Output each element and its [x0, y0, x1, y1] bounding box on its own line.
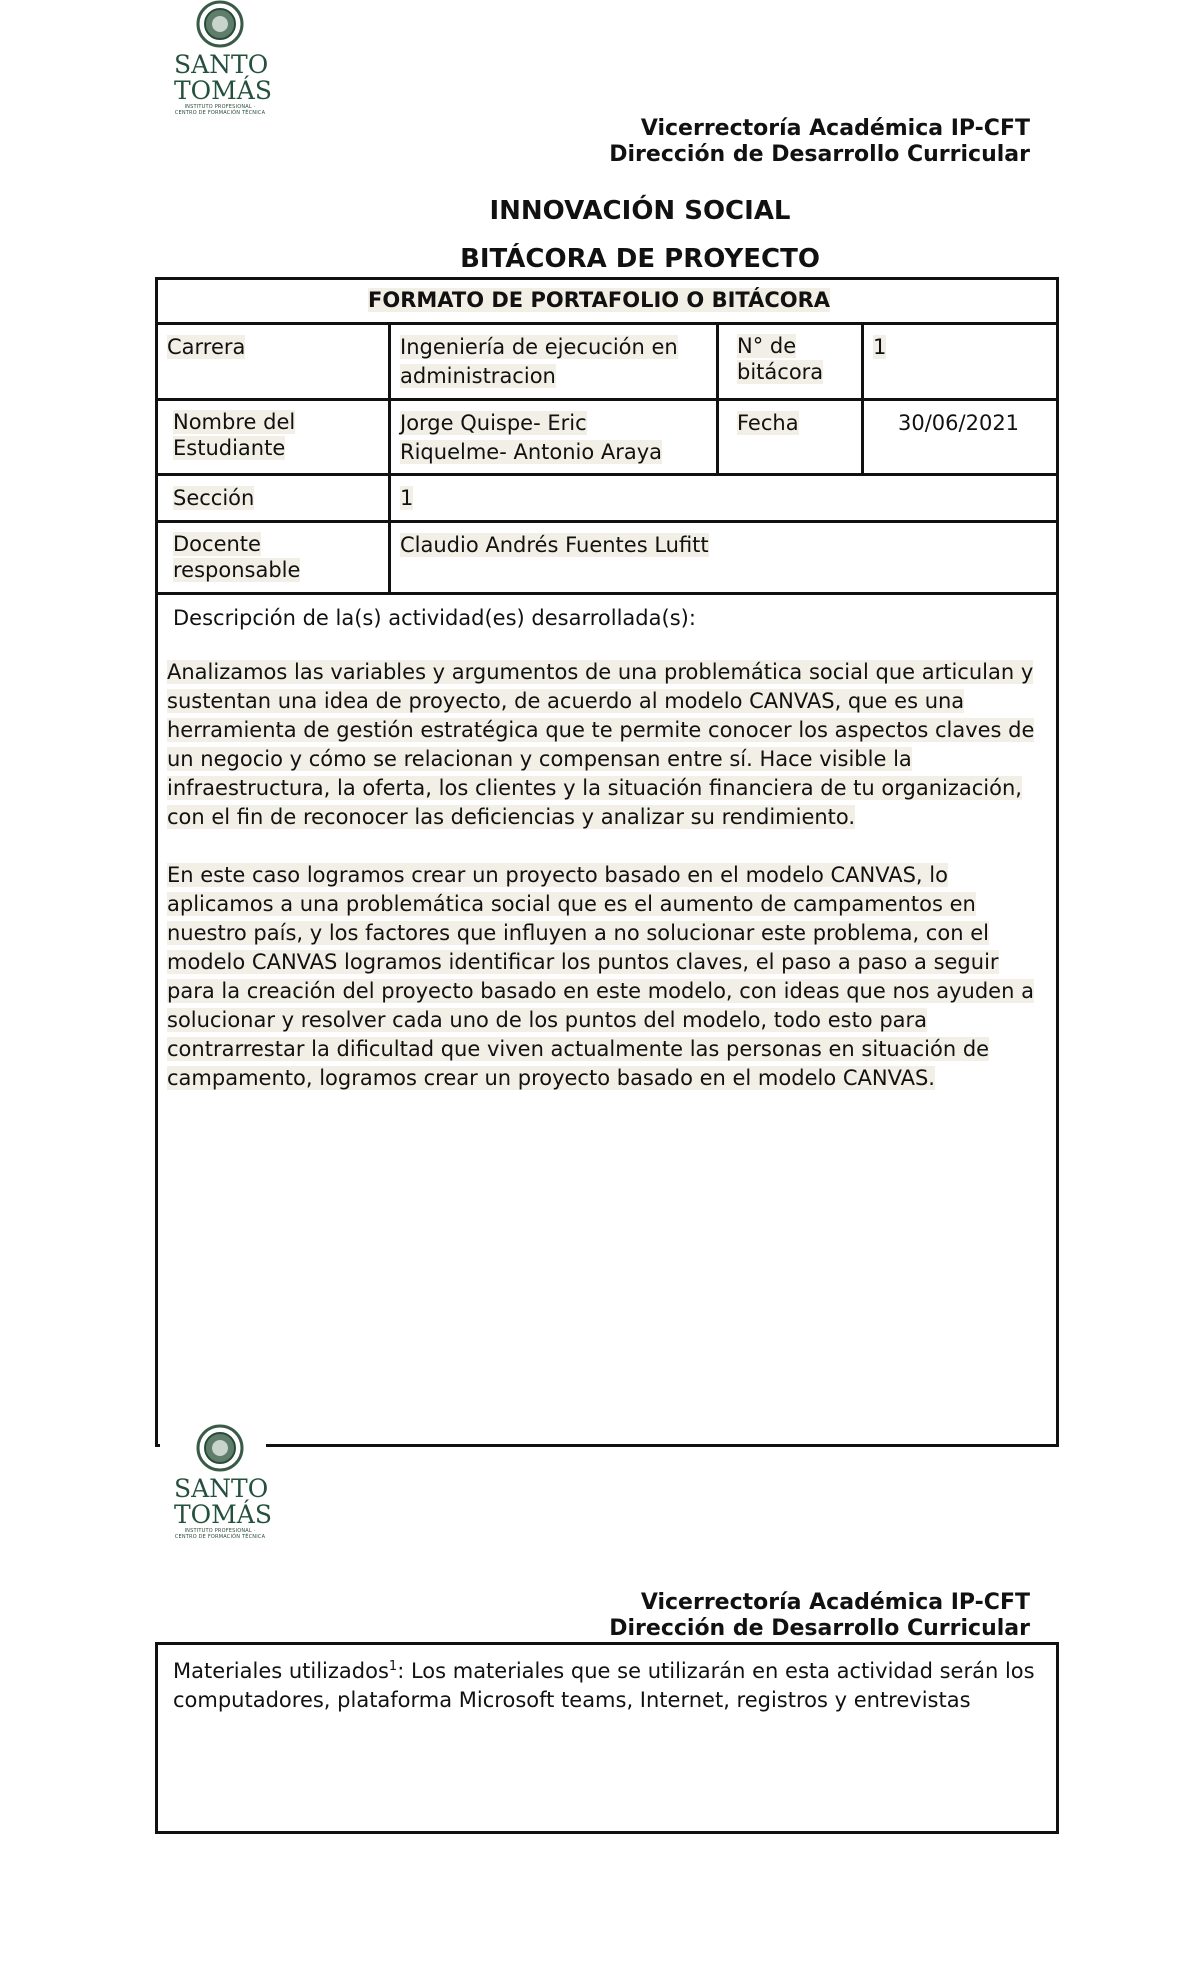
santo-tomas-logo-2 [174, 1424, 272, 1540]
divider [861, 322, 864, 476]
page-header [609, 116, 1030, 168]
form-heading: FORMATO DE PORTAFOLIO O BITÁCORA [368, 288, 831, 312]
logo-word-santo: SANTO [174, 50, 269, 79]
fecha-label: Fecha [737, 411, 799, 435]
divider [155, 398, 1059, 401]
santo-tomas-logo [174, 0, 272, 116]
paragraph-2: En este caso logramos crear un proyecto basado en el modelo CANVAS, lo aplicamos a una problemática social que es el aumento de campamentos en nuestro país, y los factores que influyen a no solucionar este problema, con el modelo CANVAS logramos identificar los puntos claves, el paso a paso a seguir para la creación del proyecto basado en este modelo, con ideas que nos ayuden a solucionar y resolver cada uno de los puntos del modelo, todo esto para contrarrestar la dificultad que viven actualmente las personas en situación de campamento, logramos crear un proyecto basado en el modelo CANVAS. [167, 863, 1034, 1090]
seccion-label: Sección [173, 486, 255, 510]
carrera-value: Ingeniería de ejecución en administracion [400, 335, 678, 388]
main-title: INNOVACIÓN SOCIAL [489, 196, 791, 226]
logo-word-tomas: TOMÁS [174, 1500, 272, 1529]
fecha-value: 30/06/2021 [898, 411, 1020, 435]
logo-subtitle: INSTITUTO PROFESIONAL · CENTRO DE FORMACIÓN TÉCNICA [174, 104, 266, 116]
divider [155, 592, 1059, 595]
docente-value: Claudio Andrés Fuentes Lufitt [400, 533, 709, 557]
header-line1: Vicerrectoría Académica IP-CFT [640, 1590, 1030, 1615]
docente-label: Docente responsable [173, 532, 301, 582]
header-line2: Dirección de Desarrollo Curricular [609, 142, 1030, 167]
descripcion-label: Descripción de la(s) actividad(es) desarrollada(s): [173, 606, 696, 630]
sub-title: BITÁCORA DE PROYECTO [460, 244, 820, 274]
carrera-label: Carrera [167, 335, 246, 359]
divider [155, 520, 1059, 523]
divider [155, 473, 1059, 476]
logo-word-tomas: TOMÁS [174, 76, 272, 105]
seal-icon [196, 1424, 244, 1472]
nombre-label: Nombre del Estudiante [173, 410, 296, 460]
header-line1: Vicerrectoría Académica IP-CFT [640, 116, 1030, 141]
seccion-value: 1 [400, 486, 414, 510]
materials-text [173, 1652, 1043, 1715]
materials-label: Materiales utilizados [173, 1659, 389, 1683]
logo-word-santo: SANTO [174, 1474, 269, 1503]
bitacora-label: N° de bitácora [737, 334, 824, 384]
seal-icon [196, 0, 244, 48]
paragraph-1: Analizamos las variables y argumentos de una problemática social que articulan y sustentan una idea de proyecto, de acuerdo al modelo CANVAS, que es una herramienta de gestión estratégica que te permite conocer los aspectos claves de un negocio y cómo se relacionan y compensan entre sí. Hace visible la infraestructura, la oferta, los clientes y la situación financiera de tu organización, con el fin de reconocer las deficiencias y analizar su rendimiento. [167, 660, 1035, 829]
footnote-marker: 1 [388, 1659, 398, 1674]
divider [388, 322, 391, 594]
divider [155, 322, 1059, 325]
page-header-2 [609, 1590, 1030, 1642]
nombre-value: Jorge Quispe- Eric Riquelme- Antonio Araya [400, 411, 663, 464]
divider [716, 322, 719, 476]
materials-body: : Los materiales que se utilizarán en esta actividad serán los computadores, plataforma Microsoft teams, Internet, registros y entrevistas [173, 1659, 1035, 1712]
header-line2: Dirección de Desarrollo Curricular [609, 1616, 1030, 1641]
bitacora-value: 1 [873, 335, 887, 359]
logo-subtitle: INSTITUTO PROFESIONAL · CENTRO DE FORMACIÓN TÉCNICA [174, 1528, 266, 1540]
